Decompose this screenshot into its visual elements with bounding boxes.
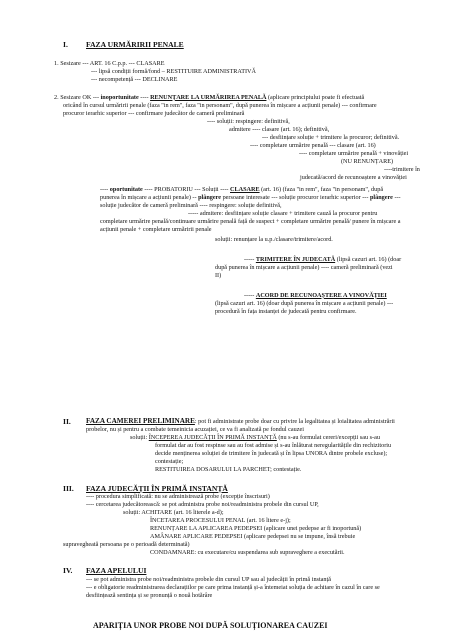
text-line: supravegheată persoana pe o perioadă determinată) [63, 541, 190, 548]
text-line: --- e obligatorie readministrarea declarațiilor pe care prima instanță și-a întemeiat soluția de achitare în cazul în care se [86, 584, 380, 591]
text-line: oricând în cursul urmăririi penale (faza "in rem", faza "in personam", după punerea în mișcare a acțiunii penale) --- confirmare [63, 102, 377, 109]
text-line: soluții: ÎNCEPEREA JUDECĂȚII ÎN PRIMĂ INSTANȚĂ (nu s-au formulat cereri/excepții sau s-au [130, 434, 380, 441]
section-title: APARIȚIA UNOR PROBE NOI DUPĂ SOLUȚIONAREA CAUZEI [93, 621, 328, 630]
text-line: ---- completare urmărire penală --- clasare (art. 16) [250, 142, 376, 149]
text-line: completare urmărire penală/continuare urmărire penală față de suspect + completare urmărire penală/ punere în mișcare a [100, 218, 401, 225]
text-line: ---- soluții: respingere: definitivă, [207, 118, 290, 125]
text-line: ---- procedura simplificată: nu se administrează probe (excepție înscrisuri) [86, 493, 270, 500]
text-line: FAZA CAMEREI PRELIMINARE: pot fi administrate probe doar cu privire la legalitatea și loialitatea administrării [86, 417, 395, 425]
text-line: ----trimitere în [384, 166, 420, 173]
text-line: soluții: ACHITARE (art. 16 literele a-d); [123, 509, 224, 516]
section-title: FAZA APELULUI [86, 566, 147, 575]
text-line: ----- admitere: desființare soluție clasare + trimitere cauză la procuror pentru [188, 210, 378, 217]
text-line: ÎNCETAREA PROCESULUI PENAL (art. 16 litere e-j); [150, 517, 291, 524]
text-line: acțiunii penale + completare urmăririi penale [100, 226, 212, 233]
text-line: ----- TRIMITERE ÎN JUDECATĂ (lipsă cazuri art. 16) (doar [244, 256, 402, 263]
text-line: (NU RENUNȚARE) [341, 158, 394, 165]
text-line: 2. Sesizare OK --- inoportunitate ---- RENUNȚARE LA URMĂRIREA PENALĂ (aplicare principiului poate fi efectuată [54, 94, 365, 101]
text-line: --- se pot administra probe noi/readministra probele din cursul UP sau al judecății în primă instanță [86, 576, 331, 583]
text-line: RESTITUIREA DOSARULUI LA PARCHET; contestație. [155, 466, 302, 473]
text-line: ---- completare urmărire penală + vinovăției [299, 150, 409, 157]
text-line: --- necompetență --- DECLINARE [91, 76, 178, 83]
text-line: (lipsă cazuri art. 16) (doar după punerea în mișcare a acțiunii penale) --- [215, 300, 394, 307]
text-line: II) [215, 272, 222, 279]
text-line: ----- ACORD DE RECUNOAȘTERE A VINOVĂȚIEI [244, 292, 387, 299]
text-line: ---- oportunitate ---- PROBATORIU --- Soluții ---- CLASARE (art. 16) (faza "in rem", faza "in personam", după [100, 186, 384, 193]
text-line: judecată/acord de recunoaștere a vinovăției [300, 174, 407, 181]
text-line: desființează sentința și se pronunță o nouă hotărâre [86, 592, 213, 599]
text-line: după punerea în mișcare a acțiunii penale) ---- cameră preliminară (vezi [215, 264, 393, 271]
section-number: I. [63, 40, 68, 49]
text-line: --- lipsă condiții formă/fond – RESTITUIRE ADMINISTRATIVĂ [91, 68, 256, 75]
text-line: probelor, nu și pentru a combate temeinicia acuzației, ce va fi analizată pe fondul cauzei [86, 426, 304, 433]
section-number: IV. [63, 566, 73, 575]
text-line: admitere ---- clasare (art. 16); definitivă, [229, 126, 330, 133]
text-line: --- desființare soluție + trimitere la procuror; definitivă. [262, 134, 400, 141]
text-line: procuror ierarhic superior --- confirmare judecător de cameră preliminară [63, 110, 245, 117]
text-line: contestație; [155, 458, 184, 465]
text-line: procedură în fața instanței de judecată pentru confirmare. [215, 308, 357, 315]
text-line: formulat dar au fost respinse sau au fost admise și s-au înlăturat neregularitățile din rechizitoriu [155, 442, 392, 449]
text-line: soluții: renunțare la u.p./clasare/trimitere/acord. [215, 236, 333, 243]
section-number: II. [63, 417, 71, 426]
text-line: AMÂNARE APLICARE PEDEPSEI (aplicare pedepsei nu se impune, însă trebuie [150, 533, 356, 540]
text-line: 1. Sesizare --- ART. 16 C.p.p. --- CLASARE [54, 60, 165, 67]
text-line: CONDAMNARE: cu executare/cu suspendarea sub supraveghere a executării. [150, 549, 345, 556]
section-title: FAZA JUDECĂȚII ÎN PRIMĂ INSTANȚĂ [86, 484, 228, 493]
section-number: III. [63, 484, 74, 493]
text-line: decide menținerea soluției de trimitere în judecată și în lipsa UNORA dintre probele excluse); [155, 450, 388, 457]
text-line: punerea în mișcare a acțiunii penale) -- plângere persoane interesate --- soluție procuror ierarhic superior --- plângere --- [100, 194, 401, 201]
text-line: soluție judecător de cameră preliminară ---- respingere: soluție definitivă, [100, 202, 282, 209]
text-line: ---- cercetarea judecătorească: se pot administra probe noi/readministra probele din cursul UP, [86, 501, 319, 508]
section-title: FAZA URMĂRIRII PENALE [86, 40, 184, 49]
text-line: RENUNȚARE LA APLICAREA PEDEPSEI (aplicare unei pedepse ar fi inoportună) [150, 525, 362, 532]
